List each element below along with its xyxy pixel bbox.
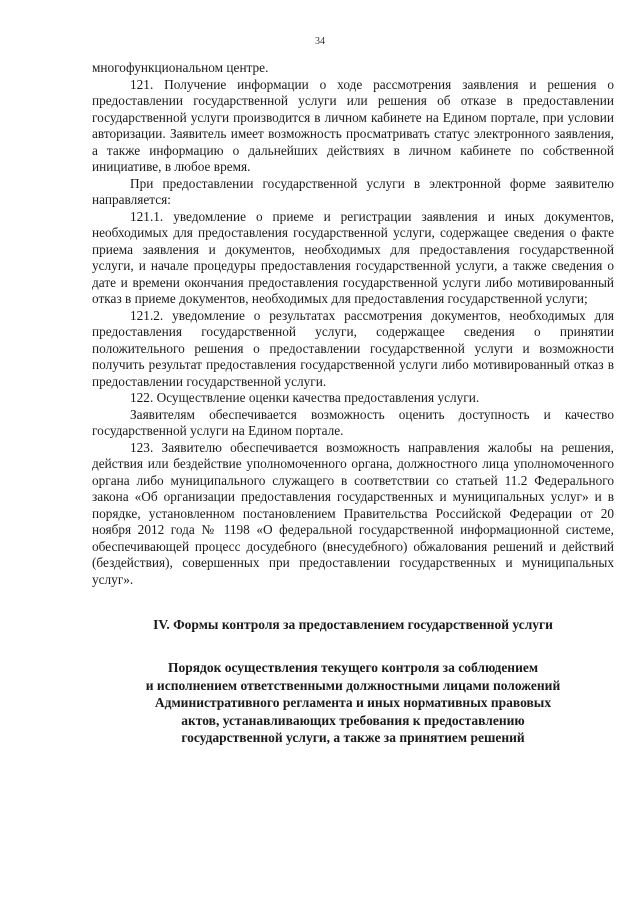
paragraph-122: 122. Осуществление оценки качества предоставления услуги. bbox=[130, 390, 480, 405]
paragraph-quality-assessment: Заявителям обеспечивается возможность оценить доступность и качество государственной услуги на Едином портале. bbox=[92, 406, 614, 438]
paragraph-121-2: 121.2. уведомление о результатах рассмотрения документов, необходимых для предоставления государственной услуги, содержащее сведения о принятии положительного решения о предоставлении государственной услуги и возможности получить результат предоставления государственной услуги либо мотивированный отказ в предоставлении государственной услуги. bbox=[92, 307, 614, 389]
subsection-title-line: Порядок осуществления текущего контроля за соблюдением bbox=[167, 660, 539, 675]
paragraph-121: 121. Получение информации о ходе рассмотрения заявления и решения о предоставлении государственной услуги или решения об отказе в предоставлении государственной услуги производится в личном кабинете на Едином портале, при условии авторизации. Заявитель имеет возможность просматривать статус электронного заявления, а также информацию о дальнейших действиях в личном кабинете по собственной инициативе, в любое время. bbox=[92, 76, 614, 174]
subsection-title-line: Административного регламента и иных нормативных правовых bbox=[154, 695, 552, 710]
paragraph-121-1: 121.1. уведомление о приеме и регистрации заявления и иных документов, необходимых для предоставления государственной услуги, содержащее сведения о факте приема заявления и документов, необходимых для предоставления государственной услуги, и начале процедуры предоставления государственной услуги, а также сведения о дате и времени окончания предоставления государственной услуги либо мотивированный отказ в приеме документов, необходимых для предоставления государственной услуги; bbox=[92, 208, 614, 306]
paragraph-continuation: многофункциональном центре. bbox=[92, 60, 269, 75]
paragraph-123: 123. Заявителю обеспечивается возможность направления жалобы на решения, действия или бездействие уполномоченного органа, должностного лица уполномоченного органа либо муниципального служащего в соответствии со статьей 11.2 Федерального закона «Об организации предоставления государственных и муниципальных услуг» и в порядке, установленном постановлением Правительства Российской Федерации от 20 ноября 2012 года № 1198 «О федеральной государственной информационной системе, обеспечивающей процесс досудебного (внесудебного) обжалования решений и действий (бездействия), совершенных при предоставлении государственных и муниципальных услуг». bbox=[92, 439, 614, 587]
subsection-title-line: и исполнением ответственными должностными лицами положений bbox=[145, 677, 561, 693]
subsection-title-line: актов, устанавливающих требования к предоставлению bbox=[181, 712, 525, 728]
subsection-title bbox=[92, 659, 614, 747]
page-number: 34 bbox=[315, 36, 325, 47]
paragraph-electronic-form: При предоставлении государственной услуги в электронной форме заявителю направляется: bbox=[92, 175, 614, 207]
document-body bbox=[92, 60, 614, 747]
section-title: IV. Формы контроля за предоставлением государственной услуги bbox=[153, 617, 553, 632]
subsection-title-line: государственной услуги, а также за принятием решений bbox=[181, 730, 525, 745]
